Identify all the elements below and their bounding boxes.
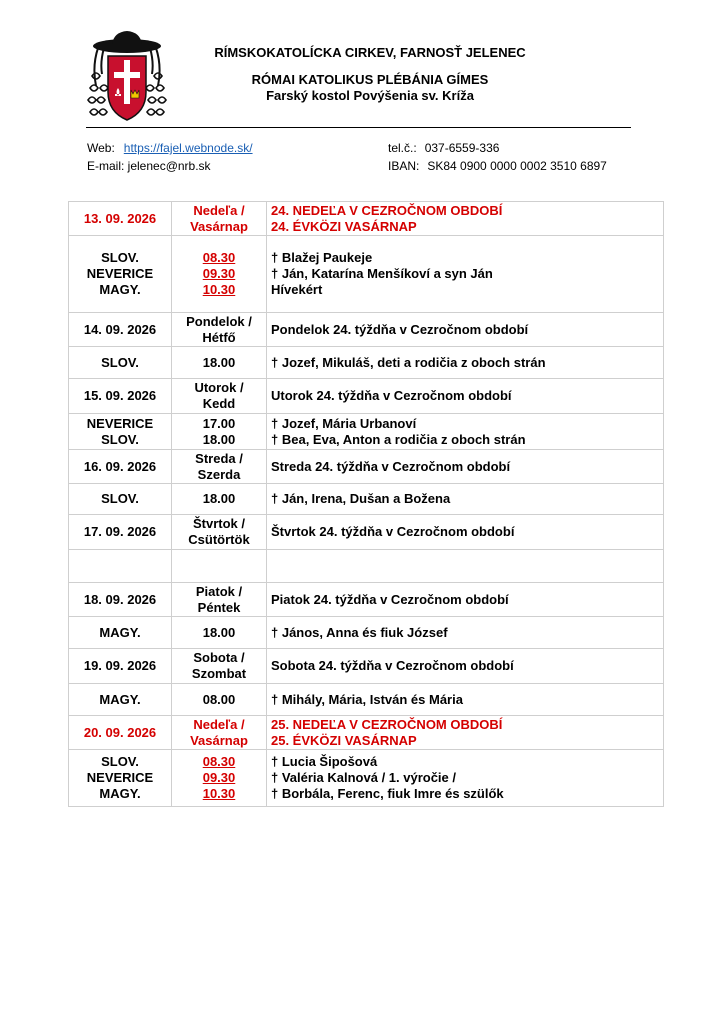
day-or-time-cell [172, 515, 267, 550]
cell-line: Sobota / [193, 650, 245, 665]
cell-line: Szerda [197, 466, 241, 482]
cell-line: † Mihály, Mária, István és Mária [271, 691, 463, 707]
date-or-language-cell [69, 379, 172, 414]
day-or-time-cell [172, 684, 267, 716]
day-or-time-cell [172, 450, 267, 484]
schedule-row [69, 684, 664, 716]
date-or-language-cell [69, 484, 172, 515]
schedule-row [69, 750, 664, 807]
cell-line: † Jozef, Mikuláš, deti a rodičia z oboch strán [271, 354, 546, 370]
date-or-language-cell [69, 750, 172, 807]
cell-line: Utorok 24. týždňa v Cezročnom období [271, 388, 512, 403]
cell-line: Utorok / [194, 380, 244, 395]
cell-line: 08.30 [202, 754, 236, 769]
day-or-time-cell [172, 550, 267, 583]
intention-cell [267, 347, 664, 379]
cell-line: Streda 24. týždňa v Cezročnom období [271, 458, 511, 474]
header-title-sk: RÍMSKOKATOLÍCKA CIRKEV, FARNOSŤ JELENEC [214, 45, 526, 60]
cell-line: Hívekért [271, 282, 323, 297]
cell-line: MAGY. [99, 691, 141, 707]
date-or-language-cell [69, 450, 172, 484]
cell-line: Kedd [202, 396, 236, 411]
schedule-row [69, 236, 664, 313]
date-or-language-cell [69, 617, 172, 649]
web-label: Web: [87, 141, 115, 155]
header-church-name: Farský kostol Povýšenia sv. Kríža [266, 88, 474, 103]
day-or-time-cell [172, 649, 267, 684]
cell-line: 10.30 [202, 282, 236, 297]
cell-line: NEVERICE [86, 770, 154, 785]
tel-value: 037-6559-336 [424, 141, 500, 155]
date-or-language-cell [69, 550, 172, 583]
intention-cell [267, 684, 664, 716]
date-or-language-cell [69, 583, 172, 617]
day-or-time-cell [172, 583, 267, 617]
date-or-language-cell [69, 414, 172, 450]
cell-line: 15. 09. 2026 [83, 388, 157, 403]
contact-email: E-mail: jelenec@nrb.sk [87, 159, 211, 173]
cell-line: 25. ÉVKÖZI VASÁRNAP [271, 732, 417, 748]
cell-line: † Jozef, Mária Urbanoví [271, 415, 417, 431]
cell-line: MAGY. [99, 786, 141, 801]
intention-cell [267, 414, 664, 450]
date-or-language-cell [69, 515, 172, 550]
cell-line: 24. ÉVKÖZI VASÁRNAP [271, 218, 417, 234]
cell-line: † Ján, Katarína Menšíkoví a syn Ján [271, 266, 493, 281]
cell-line: MAGY. [99, 624, 141, 640]
schedule-row [69, 450, 664, 484]
cell-line: NEVERICE [86, 415, 154, 431]
day-or-time-cell [172, 313, 267, 347]
schedule-row [69, 550, 664, 583]
schedule-row [69, 202, 664, 236]
intention-cell [267, 236, 664, 313]
cell-line: MAGY. [99, 282, 141, 297]
cell-line: 17.00 [202, 415, 236, 431]
cell-line: † Ján, Irena, Dušan a Božena [271, 491, 451, 506]
schedule-row [69, 313, 664, 347]
day-or-time-cell [172, 236, 267, 313]
date-or-language-cell [69, 236, 172, 313]
cell-line: 19. 09. 2026 [83, 658, 157, 673]
iban-label: IBAN: [388, 159, 420, 173]
tel-label: tel.č.: [388, 141, 417, 155]
mass-schedule-table [68, 201, 664, 807]
cell-line: SLOV. [101, 354, 139, 370]
cell-line: SLOV. [101, 754, 139, 769]
date-or-language-cell [69, 649, 172, 684]
contact-iban [388, 159, 607, 173]
intention-cell [267, 583, 664, 617]
cell-line: Nedeľa / [193, 202, 245, 218]
parish-coat-of-arms-logo [84, 26, 170, 126]
contact-phone [388, 141, 499, 155]
intention-cell [267, 313, 664, 347]
intention-cell [267, 617, 664, 649]
cell-line: 14. 09. 2026 [83, 321, 157, 337]
day-or-time-cell [172, 716, 267, 750]
schedule-row [69, 583, 664, 617]
cell-line: Hétfő [202, 329, 236, 345]
day-or-time-cell [172, 750, 267, 807]
cell-line: 13. 09. 2026 [83, 210, 157, 226]
date-or-language-cell [69, 716, 172, 750]
schedule-row [69, 484, 664, 515]
intention-cell [267, 716, 664, 750]
cell-line: 18.00 [202, 491, 236, 506]
intention-cell [267, 484, 664, 515]
intention-cell [267, 379, 664, 414]
cell-line: 20. 09. 2026 [83, 724, 157, 740]
cell-line: 18.00 [202, 354, 236, 370]
date-or-language-cell [69, 313, 172, 347]
day-or-time-cell [172, 484, 267, 515]
day-or-time-cell [172, 617, 267, 649]
intention-cell [267, 202, 664, 236]
schedule-row [69, 515, 664, 550]
cell-line: † Bea, Eva, Anton a rodičia z oboch strán [271, 431, 526, 447]
cell-line: Pondelok / [186, 313, 252, 329]
cell-line: † Lucia Šipošová [271, 754, 378, 769]
cell-line: Štvrtok / [192, 516, 245, 531]
header-divider [86, 127, 631, 128]
cell-line: 24. NEDEĽA V CEZROČNOM OBDOBÍ [271, 202, 503, 218]
intention-cell [267, 750, 664, 807]
cell-line: Nedeľa / [193, 716, 245, 732]
cell-line: 16. 09. 2026 [83, 458, 157, 474]
cell-line: Pondelok 24. týždňa v Cezročnom období [271, 321, 529, 337]
cell-line: † Borbála, Ferenc, fiuk Imre és szülők [271, 786, 504, 801]
cell-line: Sobota 24. týždňa v Cezročnom období [271, 658, 514, 673]
cell-line: 25. NEDEĽA V CEZROČNOM OBDOBÍ [271, 716, 503, 732]
cell-line: 08.30 [202, 250, 236, 265]
day-or-time-cell [172, 347, 267, 379]
schedule-row [69, 414, 664, 450]
date-or-language-cell [69, 684, 172, 716]
cell-line: 18.00 [202, 431, 236, 447]
intention-cell [267, 550, 664, 583]
intention-cell [267, 649, 664, 684]
cell-line: Vasárnap [190, 732, 248, 748]
schedule-row [69, 649, 664, 684]
schedule-row [69, 347, 664, 379]
cell-line: SLOV. [101, 491, 139, 506]
day-or-time-cell [172, 379, 267, 414]
cell-line: 10.30 [202, 786, 236, 801]
cell-line: Streda / [195, 450, 243, 466]
cell-line: † János, Anna és fiuk József [271, 624, 448, 640]
cell-line: Vasárnap [190, 218, 248, 234]
cell-line: Szombat [191, 666, 247, 681]
cell-line: † Blažej Paukeje [271, 250, 373, 265]
cell-line: 18.00 [202, 624, 236, 640]
date-or-language-cell [69, 347, 172, 379]
intention-cell [267, 450, 664, 484]
cell-line: Piatok 24. týždňa v Cezročnom období [271, 591, 509, 607]
cell-line: 08.00 [202, 691, 236, 707]
iban-value: SK84 0900 0000 0002 3510 6897 [427, 159, 607, 173]
day-or-time-cell [172, 202, 267, 236]
day-or-time-cell [172, 414, 267, 450]
cell-line: NEVERICE [86, 266, 154, 281]
schedule-row [69, 617, 664, 649]
contact-web [87, 141, 253, 155]
cell-line: 09.30 [202, 770, 236, 785]
cell-line: 09.30 [202, 266, 236, 281]
cell-line: Csütörtök [188, 532, 250, 547]
cell-line: Štvrtok 24. týždňa v Cezročnom období [271, 524, 515, 539]
cell-line: SLOV. [101, 250, 139, 265]
cell-line: 17. 09. 2026 [83, 524, 157, 539]
cell-line: 18. 09. 2026 [83, 591, 157, 607]
website-link[interactable]: https://fajel.webnode.sk/ [123, 141, 253, 155]
cell-line: † Valéria Kalnová / 1. výročie / [271, 770, 456, 785]
cell-line: Péntek [197, 599, 241, 615]
schedule-row [69, 379, 664, 414]
header-title-hu: RÓMAI KATOLIKUS PLÉBÁNIA GÍMES [251, 72, 489, 87]
intention-cell [267, 515, 664, 550]
cell-line: Piatok / [195, 583, 243, 599]
cell-line: SLOV. [101, 431, 139, 447]
schedule-row [69, 716, 664, 750]
date-or-language-cell [69, 202, 172, 236]
